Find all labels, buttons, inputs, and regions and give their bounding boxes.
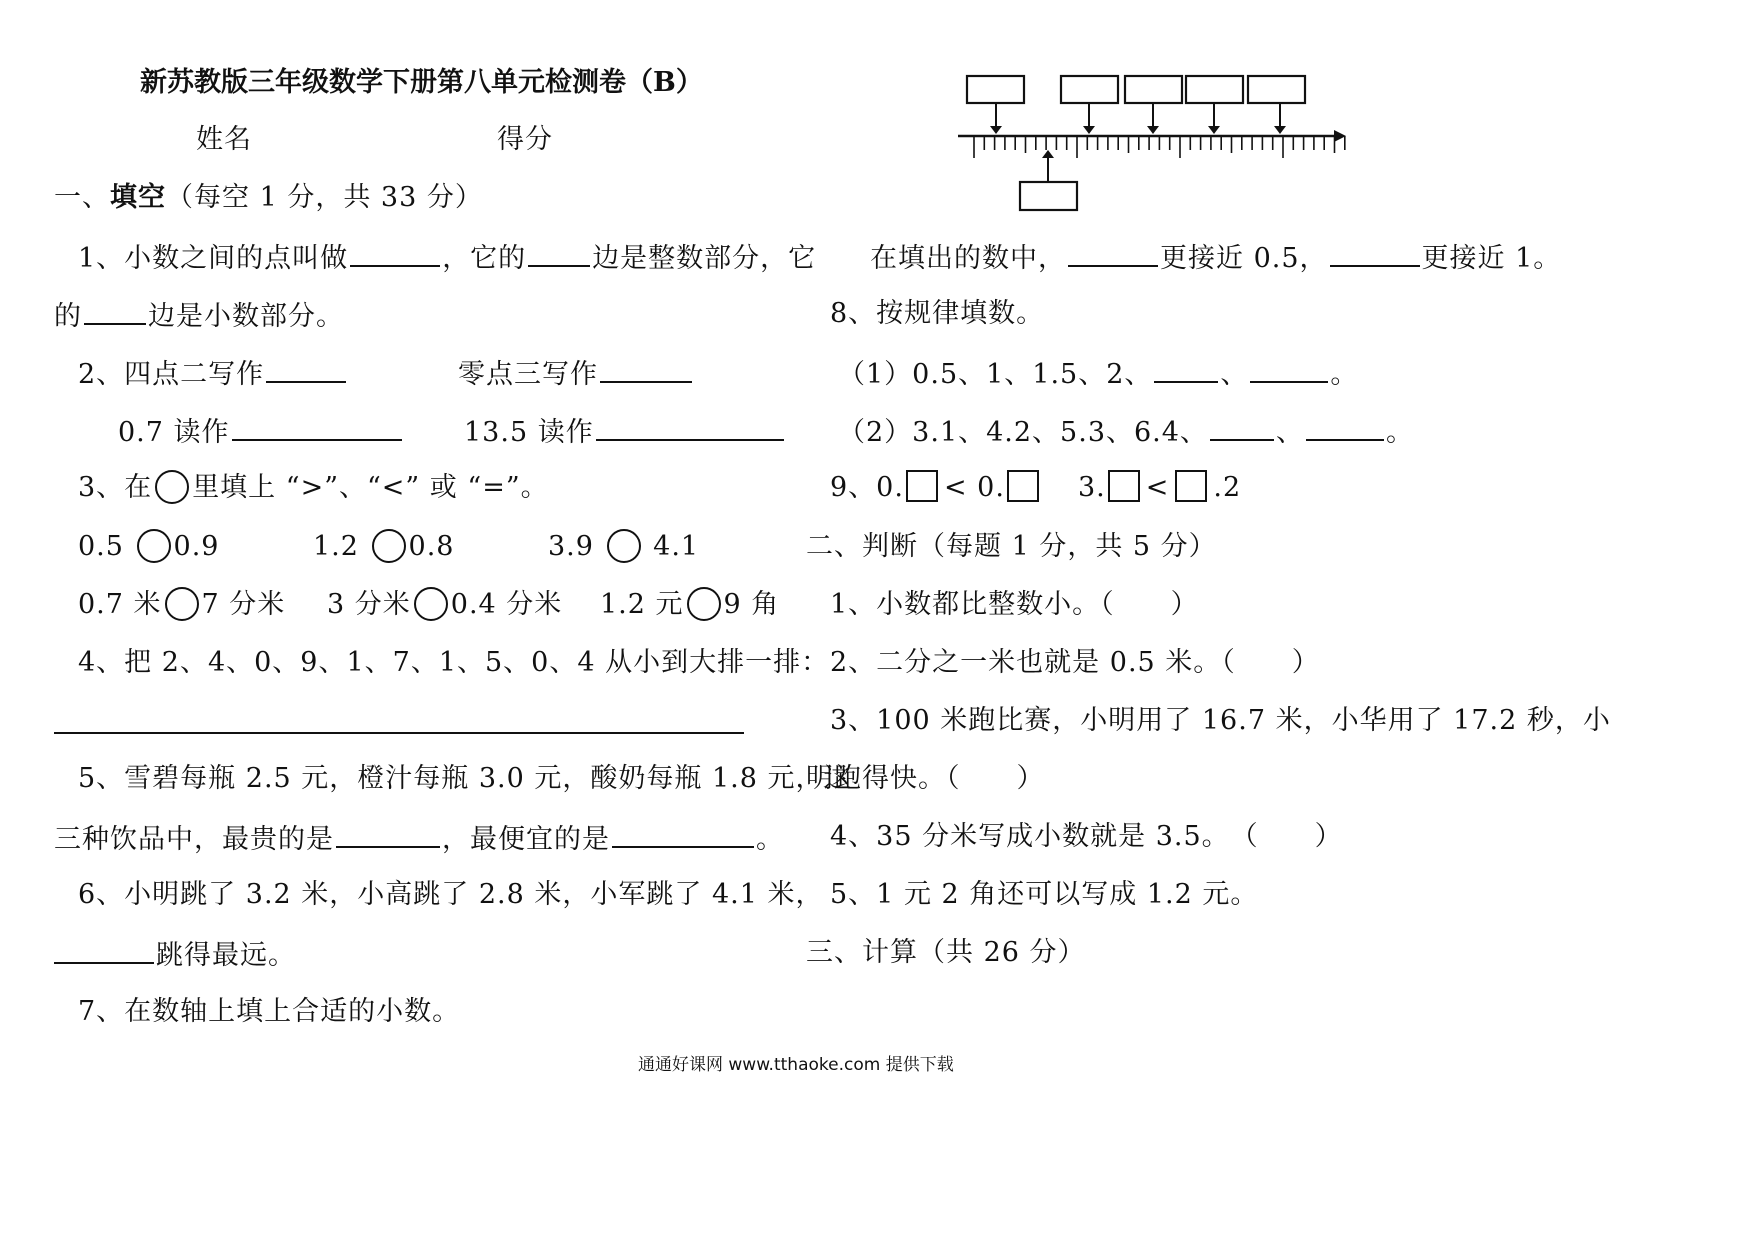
footer-credit: 通通好课网 www.tthaoke.com 提供下载 bbox=[638, 1055, 954, 1075]
q2-text-b: 零点三写作 bbox=[458, 359, 598, 390]
q5-line1: 5、雪碧每瓶 2.5 元，橙汁每瓶 3.0 元，酸奶每瓶 1.8 元，这 bbox=[78, 763, 852, 794]
section1-heading bbox=[54, 181, 483, 215]
q8-blank[interactable] bbox=[1250, 355, 1328, 383]
q3-value: 7 分米 bbox=[201, 589, 286, 620]
judge-item-4: 4、35 分米写成小数就是 3.5。 （ ） bbox=[830, 821, 1343, 852]
q3-value: 3 分米 bbox=[327, 589, 411, 620]
judge-item-2: 2、二分之一米也就是 0.5 米。（ ） bbox=[830, 647, 1320, 678]
compare-circle[interactable] bbox=[414, 587, 448, 621]
q5-line2 bbox=[54, 820, 784, 857]
number-line-answer-box[interactable] bbox=[1248, 76, 1305, 103]
q7b-blank-1[interactable] bbox=[1068, 239, 1158, 267]
q3-row1-c bbox=[548, 530, 699, 565]
arrow-down-icon bbox=[1083, 126, 1095, 134]
judge-item-3-cont: 明跑得快。（ ） bbox=[806, 763, 1045, 794]
q9-part1 bbox=[830, 471, 1045, 505]
q9-box[interactable] bbox=[1108, 470, 1140, 502]
q3-row1-a bbox=[78, 530, 220, 565]
section3-heading: 三、计算（共 26 分） bbox=[806, 937, 1086, 968]
q1-line1 bbox=[78, 239, 816, 276]
q8-sep: 、 bbox=[1275, 417, 1304, 448]
q2-line2-right bbox=[464, 413, 786, 450]
q8-end: 。 bbox=[1330, 359, 1359, 390]
q6-line1: 6、小明跳了 3.2 米，小高跳了 2.8 米，小军跳了 4.1 米， bbox=[78, 879, 824, 910]
q3-intro bbox=[78, 471, 549, 506]
compare-circle[interactable] bbox=[607, 529, 641, 563]
q3-value: 0.7 米 bbox=[78, 589, 162, 620]
compare-circle[interactable] bbox=[372, 529, 406, 563]
section1-desc: （每空 1 分，共 33 分） bbox=[166, 182, 483, 213]
q3-row2-c bbox=[600, 588, 779, 623]
q1-text-b: ，它的 bbox=[442, 243, 527, 274]
q2-line1-left bbox=[78, 355, 348, 392]
q3-text-b: 里填上 “>”、“<” 或 “=”。 bbox=[192, 472, 549, 503]
judge-item-3: 3、100 米跑比赛，小明用了 16.7 米，小华用了 17.2 秒，小 bbox=[830, 705, 1611, 736]
q7-followup bbox=[870, 239, 1561, 276]
q2-text-d: 13.5 读作 bbox=[464, 417, 594, 448]
number-line-answer-box[interactable] bbox=[1020, 182, 1077, 210]
q4-text: 4、把 2、4、0、9、1、7、1、5、0、4 从小到大排一排： bbox=[78, 647, 830, 678]
q8-sep: 、 bbox=[1220, 359, 1249, 390]
arrow-down-icon bbox=[1274, 126, 1286, 134]
q3-value: 0.5 bbox=[78, 531, 124, 562]
q9-box[interactable] bbox=[906, 470, 938, 502]
q9-text-e: .2 bbox=[1213, 472, 1242, 503]
q5-text-d: 。 bbox=[756, 824, 784, 855]
section1-num: 一、 bbox=[54, 182, 110, 213]
q8-title: 8、按规律填数。 bbox=[830, 298, 1045, 329]
q3-value: 9 角 bbox=[723, 589, 780, 620]
section1-title: 填空 bbox=[110, 182, 166, 213]
q9-box[interactable] bbox=[1175, 470, 1207, 502]
q1-line2 bbox=[54, 297, 344, 334]
q1-blank-3[interactable] bbox=[84, 297, 146, 325]
arrow-down-icon bbox=[990, 126, 1002, 134]
q9-box[interactable] bbox=[1007, 470, 1039, 502]
q7-text: 7、在数轴上填上合适的小数。 bbox=[78, 996, 461, 1027]
q8-blank[interactable] bbox=[1306, 413, 1384, 441]
q1-text-d: 的 bbox=[54, 301, 82, 332]
q8-end: 。 bbox=[1385, 417, 1414, 448]
number-line-figure bbox=[950, 70, 1350, 215]
arrow-down-icon bbox=[1147, 126, 1159, 134]
q4-answer-line[interactable] bbox=[54, 732, 744, 734]
q3-text-a: 3、在 bbox=[78, 472, 153, 503]
q8-seq-1: （1）0.5、1、1.5、2、 bbox=[838, 359, 1153, 390]
judge-item-1: 1、小数都比整数小。（ ） bbox=[830, 589, 1199, 620]
q2-text-a: 2、四点二写作 bbox=[78, 359, 265, 390]
q3-row2-a bbox=[78, 588, 285, 623]
q2-blank-1[interactable] bbox=[266, 355, 346, 383]
q3-value: 3.9 bbox=[548, 531, 594, 562]
q2-line2-left bbox=[118, 413, 404, 450]
arrow-down-icon bbox=[1208, 126, 1220, 134]
q3-value: 1.2 元 bbox=[600, 589, 684, 620]
name-label: 姓名 bbox=[196, 124, 252, 155]
number-line-ticks bbox=[974, 136, 1345, 158]
q2-blank-4[interactable] bbox=[596, 413, 784, 441]
q2-blank-2[interactable] bbox=[600, 355, 692, 383]
q7b-text-b: 更接近 0.5， bbox=[1160, 243, 1328, 274]
q7b-blank-2[interactable] bbox=[1330, 239, 1420, 267]
q1-blank-2[interactable] bbox=[528, 239, 590, 267]
compare-circle[interactable] bbox=[165, 587, 199, 621]
q1-text-c: 边是整数部分，它 bbox=[592, 243, 817, 274]
compare-circle[interactable] bbox=[137, 529, 171, 563]
q5-blank-1[interactable] bbox=[336, 820, 440, 848]
q3-value: 0.9 bbox=[173, 531, 220, 562]
number-line-answer-box[interactable] bbox=[967, 76, 1024, 103]
number-line-answer-box[interactable] bbox=[1125, 76, 1182, 103]
q3-value: 1.2 bbox=[313, 531, 359, 562]
q9-text-b: < 0. bbox=[943, 472, 1005, 503]
q8-blank[interactable] bbox=[1210, 413, 1274, 441]
q5-blank-2[interactable] bbox=[612, 820, 754, 848]
q3-value: 0.4 分米 bbox=[450, 589, 563, 620]
score-label: 得分 bbox=[497, 124, 553, 155]
q7b-text-a: 在填出的数中， bbox=[870, 243, 1066, 274]
number-line-answer-box[interactable] bbox=[1186, 76, 1243, 103]
judge-item-5: 5、1 元 2 角还可以写成 1.2 元。 bbox=[830, 879, 1259, 910]
compare-circle[interactable] bbox=[687, 587, 721, 621]
q3-row1-b bbox=[313, 530, 455, 565]
q3-value: 4.1 bbox=[653, 531, 700, 562]
q3-value: 0.8 bbox=[408, 531, 455, 562]
q5-text-b: 三种饮品中，最贵的是 bbox=[54, 824, 334, 855]
q9-text-d: < bbox=[1145, 472, 1170, 503]
q8-blank[interactable] bbox=[1154, 355, 1218, 383]
number-line-answer-box[interactable] bbox=[1061, 76, 1118, 103]
circle-icon bbox=[155, 470, 189, 504]
q2-line1-right bbox=[458, 355, 694, 392]
page-title: 新苏教版三年级数学下册第八单元检测卷（B） bbox=[140, 67, 703, 98]
q8-part2 bbox=[838, 413, 1414, 450]
q8-seq-2: （2）3.1、4.2、5.3、6.4、 bbox=[838, 417, 1208, 448]
q6-blank[interactable] bbox=[54, 936, 154, 964]
q9-part2 bbox=[1078, 471, 1241, 505]
section2-heading: 二、判断（每题 1 分，共 5 分） bbox=[806, 531, 1217, 562]
q6-line2 bbox=[54, 936, 296, 973]
q9-text-c: 3. bbox=[1078, 472, 1106, 503]
q9-text-a: 9、0. bbox=[830, 472, 904, 503]
q2-blank-3[interactable] bbox=[232, 413, 402, 441]
q8-part1 bbox=[838, 355, 1358, 392]
arrow-up-icon bbox=[1042, 150, 1054, 158]
q6-text-b: 跳得最远。 bbox=[156, 940, 296, 971]
q2-text-c: 0.7 读作 bbox=[118, 417, 230, 448]
q7b-text-c: 更接近 1。 bbox=[1421, 243, 1562, 274]
q1-text-a: 1、小数之间的点叫做 bbox=[78, 243, 349, 274]
q1-text-e: 边是小数部分。 bbox=[148, 301, 344, 332]
q5-text-c: ，最便宜的是 bbox=[442, 824, 610, 855]
q1-blank-1[interactable] bbox=[350, 239, 440, 267]
q3-row2-b bbox=[327, 588, 562, 623]
